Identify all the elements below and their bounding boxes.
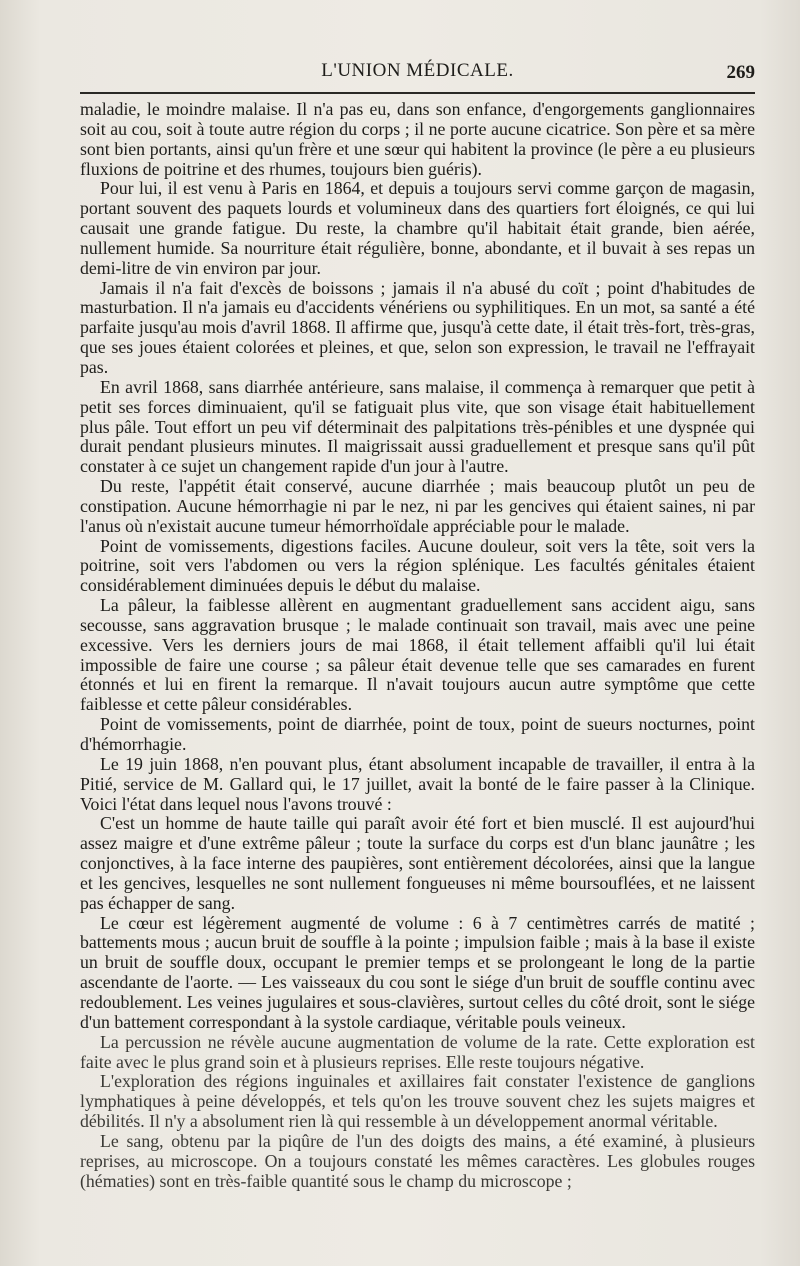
paragraph: Du reste, l'appétit était conservé, aucune diarrhée ; mais beaucoup plutôt un peu de constipation. Aucune hémorrhagie ni par le nez, ni par les gencives qui étaient saines, ni par l'anus où n'existait aucune tumeur hémorrhoïdale appréciable pour le malade. [80, 476, 755, 536]
paragraph: En avril 1868, sans diarrhée antérieure, sans malaise, il commença à remarquer que petit à petit ses forces diminuaient, qu'il se fatiguait plus vite, que son visage était habituellement plus pâle. Tout effort un peu vif déterminait des palpitations très-pénibles et une dyspnée qui durait pendant plusieurs minutes. Il maigrissait aussi graduellement et presque sans qu'il pût constater à ce sujet un changement rapide d'un jour à l'autre. [80, 376, 755, 477]
paragraph: C'est un homme de haute taille qui paraît avoir été fort et bien musclé. Il est aujourd'hui assez maigre et d'une extrême pâleur ; toute la surface du corps est d'un blanc jaunâtre ; les conjonctives, à la face interne des paupières, sont entièrement décolorées, ainsi que la langue et les gencives, lesquelles ne sont nullement fongueuses ni même boursouflées, et ne laissent pas échapper de sang. [80, 813, 755, 913]
running-title: L'UNION MÉDICALE. [321, 60, 514, 81]
paragraph: Point de vomissements, digestions faciles. Aucune douleur, soit vers la tête, soit vers la poitrine, soit vers l'abdomen ou vers la région splénique. Les facultés génitales étaient considérablement diminuées depuis le début du malaise. [80, 535, 755, 596]
article-body [80, 100, 755, 1191]
page-header [80, 60, 755, 90]
paragraph: Jamais il n'a fait d'excès de boissons ; jamais il n'a abusé du coït ; point d'habitudes de masturbation. Il n'a jamais eu d'accidents vénériens ou syphilitiques. En un mot, sa santé a été parfaite jusqu'au mois d'avril 1868. Il affirme que, jusqu'à cette date, il était très-fort, très-gras, que ses joues étaient colorées et pleines, et que, selon son expression, le travail ne l'effrayait pas. [80, 277, 755, 377]
paragraph: Pour lui, il est venu à Paris en 1864, et depuis a toujours servi comme garçon de magasin, portant souvent des paquets lourds et volumineux dans des quartiers fort éloignés, ce qui lui causait une grande fatigue. Du reste, la chambre qu'il habitait était grande, bien aérée, nullement humide. Sa nourriture était régulière, bonne, abondante, et il buvait à ses repas un demi-litre de vin environ par jour. [80, 178, 755, 278]
paragraph: maladie, le moindre malaise. Il n'a pas eu, dans son enfance, d'engorgements ganglionnaires soit au cou, soit à toute autre région du corps ; il ne porte aucune cicatrice. Son père et sa mère sont bien portants, ainsi qu'un frère et une sœur qui habitent la province (le père a eu plusieurs fluxions de poitrine et des rhumes, toujours bien guéris). [80, 99, 755, 179]
paragraph: L'exploration des régions inguinales et axillaires fait constater l'existence de ganglions lymphatiques à peine développés, et tels qu'on les trouve souvent chez les sujets maigres et débilités. Il n'y a absolument rien là qui ressemble à un développement anormal véritable. [80, 1071, 755, 1132]
paragraph: Le cœur est légèrement augmenté de volume : 6 à 7 centimètres carrés de matité ; battements mous ; aucun bruit de souffle à la pointe ; impulsion faible ; mais à la base il existe un bruit de souffle doux, occupant le premier temps et se prolongeant le long de la partie ascendante de l'aorte. — Les vaisseaux du cou sont le siége d'un bruit de souffle continu avec redoublement. Les veines jugulaires et sous-clavières, surtout celles du côté droit, sont le siége d'un battement correspondant à la systole cardiaque, véritable pouls veineux. [80, 912, 755, 1032]
paragraph: Point de vomissements, point de diarrhée, point de toux, point de sueurs nocturnes, point d'hémorrhagie. [80, 714, 755, 754]
header-rule [80, 92, 755, 94]
paragraph: La pâleur, la faiblesse allèrent en augmentant graduellement sans accident aigu, sans secousse, sans aggravation brusque ; le malade continuait son travail, mais avec une peine excessive. Vers les derniers jours de mai 1868, il était tellement affaibli qu'il lui était impossible de faire une course ; sa pâleur était devenue telle que ses camarades en furent étonnés et lui en firent la remarque. Il n'avait toujours aucun autre symptôme que cette faiblesse et cette pâleur considérables. [80, 595, 755, 715]
page-number: 269 [726, 62, 755, 83]
paragraph: Le sang, obtenu par la piqûre de l'un des doigts des mains, a été examiné, à plusieurs reprises, au microscope. On a toujours constaté les mêmes caractères. Les globules rouges (hématies) sont en très-faible quantité sous le champ du microscope ; [80, 1130, 755, 1191]
paragraph: Le 19 juin 1868, n'en pouvant plus, étant absolument incapable de travailler, il entra à la Pitié, service de M. Gallard qui, le 17 juillet, avait la bonté de le faire passer à la Clinique. Voici l'état dans lequel nous l'avons trouvé : [80, 753, 755, 814]
paragraph: La percussion ne révèle aucune augmentation de volume de la rate. Cette exploration est faite avec le plus grand soin et à plusieurs reprises. Elle reste toujours négative. [80, 1031, 755, 1072]
